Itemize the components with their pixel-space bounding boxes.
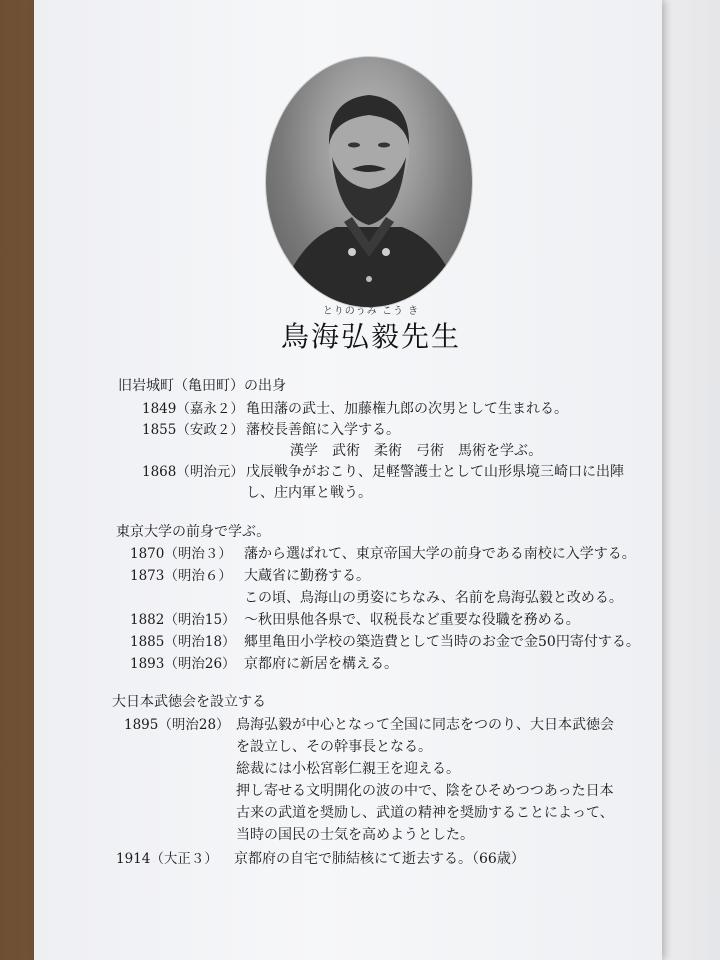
entry-1895-line6: 当時の国民の士気を高めようとした。 bbox=[236, 827, 474, 843]
entry-1895-line5: 古来の武道を奨励し、武道の精神を奨励することによって、 bbox=[236, 805, 614, 821]
portrait-figure bbox=[266, 57, 472, 307]
entry-1855: 藩校長善館に入学する。 bbox=[246, 422, 400, 438]
year-1895: 1895（明治28） bbox=[124, 717, 230, 733]
year-1873: 1873（明治６） bbox=[130, 568, 232, 584]
entry-1855-subjects: 漢学 武術 柔術 弓術 馬術を学ぶ。 bbox=[290, 443, 543, 459]
year-1855: 1855（安政２） bbox=[142, 422, 244, 438]
entry-1895-line4: 押し寄せる文明開化の波の中で、陰をひそめつつあった日本 bbox=[236, 783, 614, 799]
year-1868: 1868（明治元） bbox=[142, 464, 244, 480]
entry-1895: 鳥海弘毅が中心となって全国に同志をつのり、大日本武徳会 bbox=[236, 717, 614, 733]
entry-1868-cont: し、庄内軍と戦う。 bbox=[246, 485, 372, 501]
entry-1895-line3: 総裁には小松宮彰仁親王を迎える。 bbox=[236, 761, 460, 777]
year-1870: 1870（明治３） bbox=[130, 546, 232, 562]
entry-1882: ～秋田県他各県で、収税長など重要な役職を務める。 bbox=[244, 612, 580, 628]
title-block bbox=[266, 305, 476, 355]
section-heading-butokukai: 大日本武徳会を設立する bbox=[112, 694, 266, 710]
section-heading-origin: 旧岩城町（亀田町）の出身 bbox=[118, 378, 286, 394]
year-1914: 1914（大正３） bbox=[116, 851, 218, 867]
section-heading-university: 東京大学の前身で学ぶ。 bbox=[116, 524, 271, 540]
entry-1895-line2: を設立し、その幹事長となる。 bbox=[236, 739, 432, 755]
entry-1868: 戊辰戦争がおこり、足軽警護士として山形県境三崎口に出陣 bbox=[246, 464, 624, 480]
entry-1914: 京都府の自宅で肺結核にて逝去する。（66歳） bbox=[234, 851, 525, 867]
title-ruby: とりのうみ こう き bbox=[322, 306, 420, 317]
entry-1849: 亀田藩の武士、加藤権九郎の次男として生まれる。 bbox=[246, 401, 568, 417]
entry-1885: 郷里亀田小学校の築造費として当時のお金で金50円寄付する。 bbox=[244, 634, 640, 650]
entry-1870: 藩から選ばれて、東京帝国大学の前身である南校に入学する。 bbox=[244, 546, 636, 562]
entry-1873-cont: この頃、鳥海山の勇姿にちなみ、名前を鳥海弘毅と改める。 bbox=[244, 590, 623, 606]
year-1849: 1849（嘉永２） bbox=[142, 401, 244, 417]
entry-1873: 大蔵省に勤務する。 bbox=[244, 568, 370, 584]
year-1893: 1893（明治26） bbox=[130, 656, 236, 672]
year-1882: 1882（明治15） bbox=[130, 612, 236, 628]
year-1885: 1885（明治18） bbox=[130, 634, 236, 650]
page-title: 鳥海弘毅先生 bbox=[280, 320, 461, 353]
portrait-photo bbox=[266, 57, 472, 307]
entry-1893: 京都府に新居を構える。 bbox=[244, 656, 398, 672]
document-page bbox=[34, 0, 662, 960]
